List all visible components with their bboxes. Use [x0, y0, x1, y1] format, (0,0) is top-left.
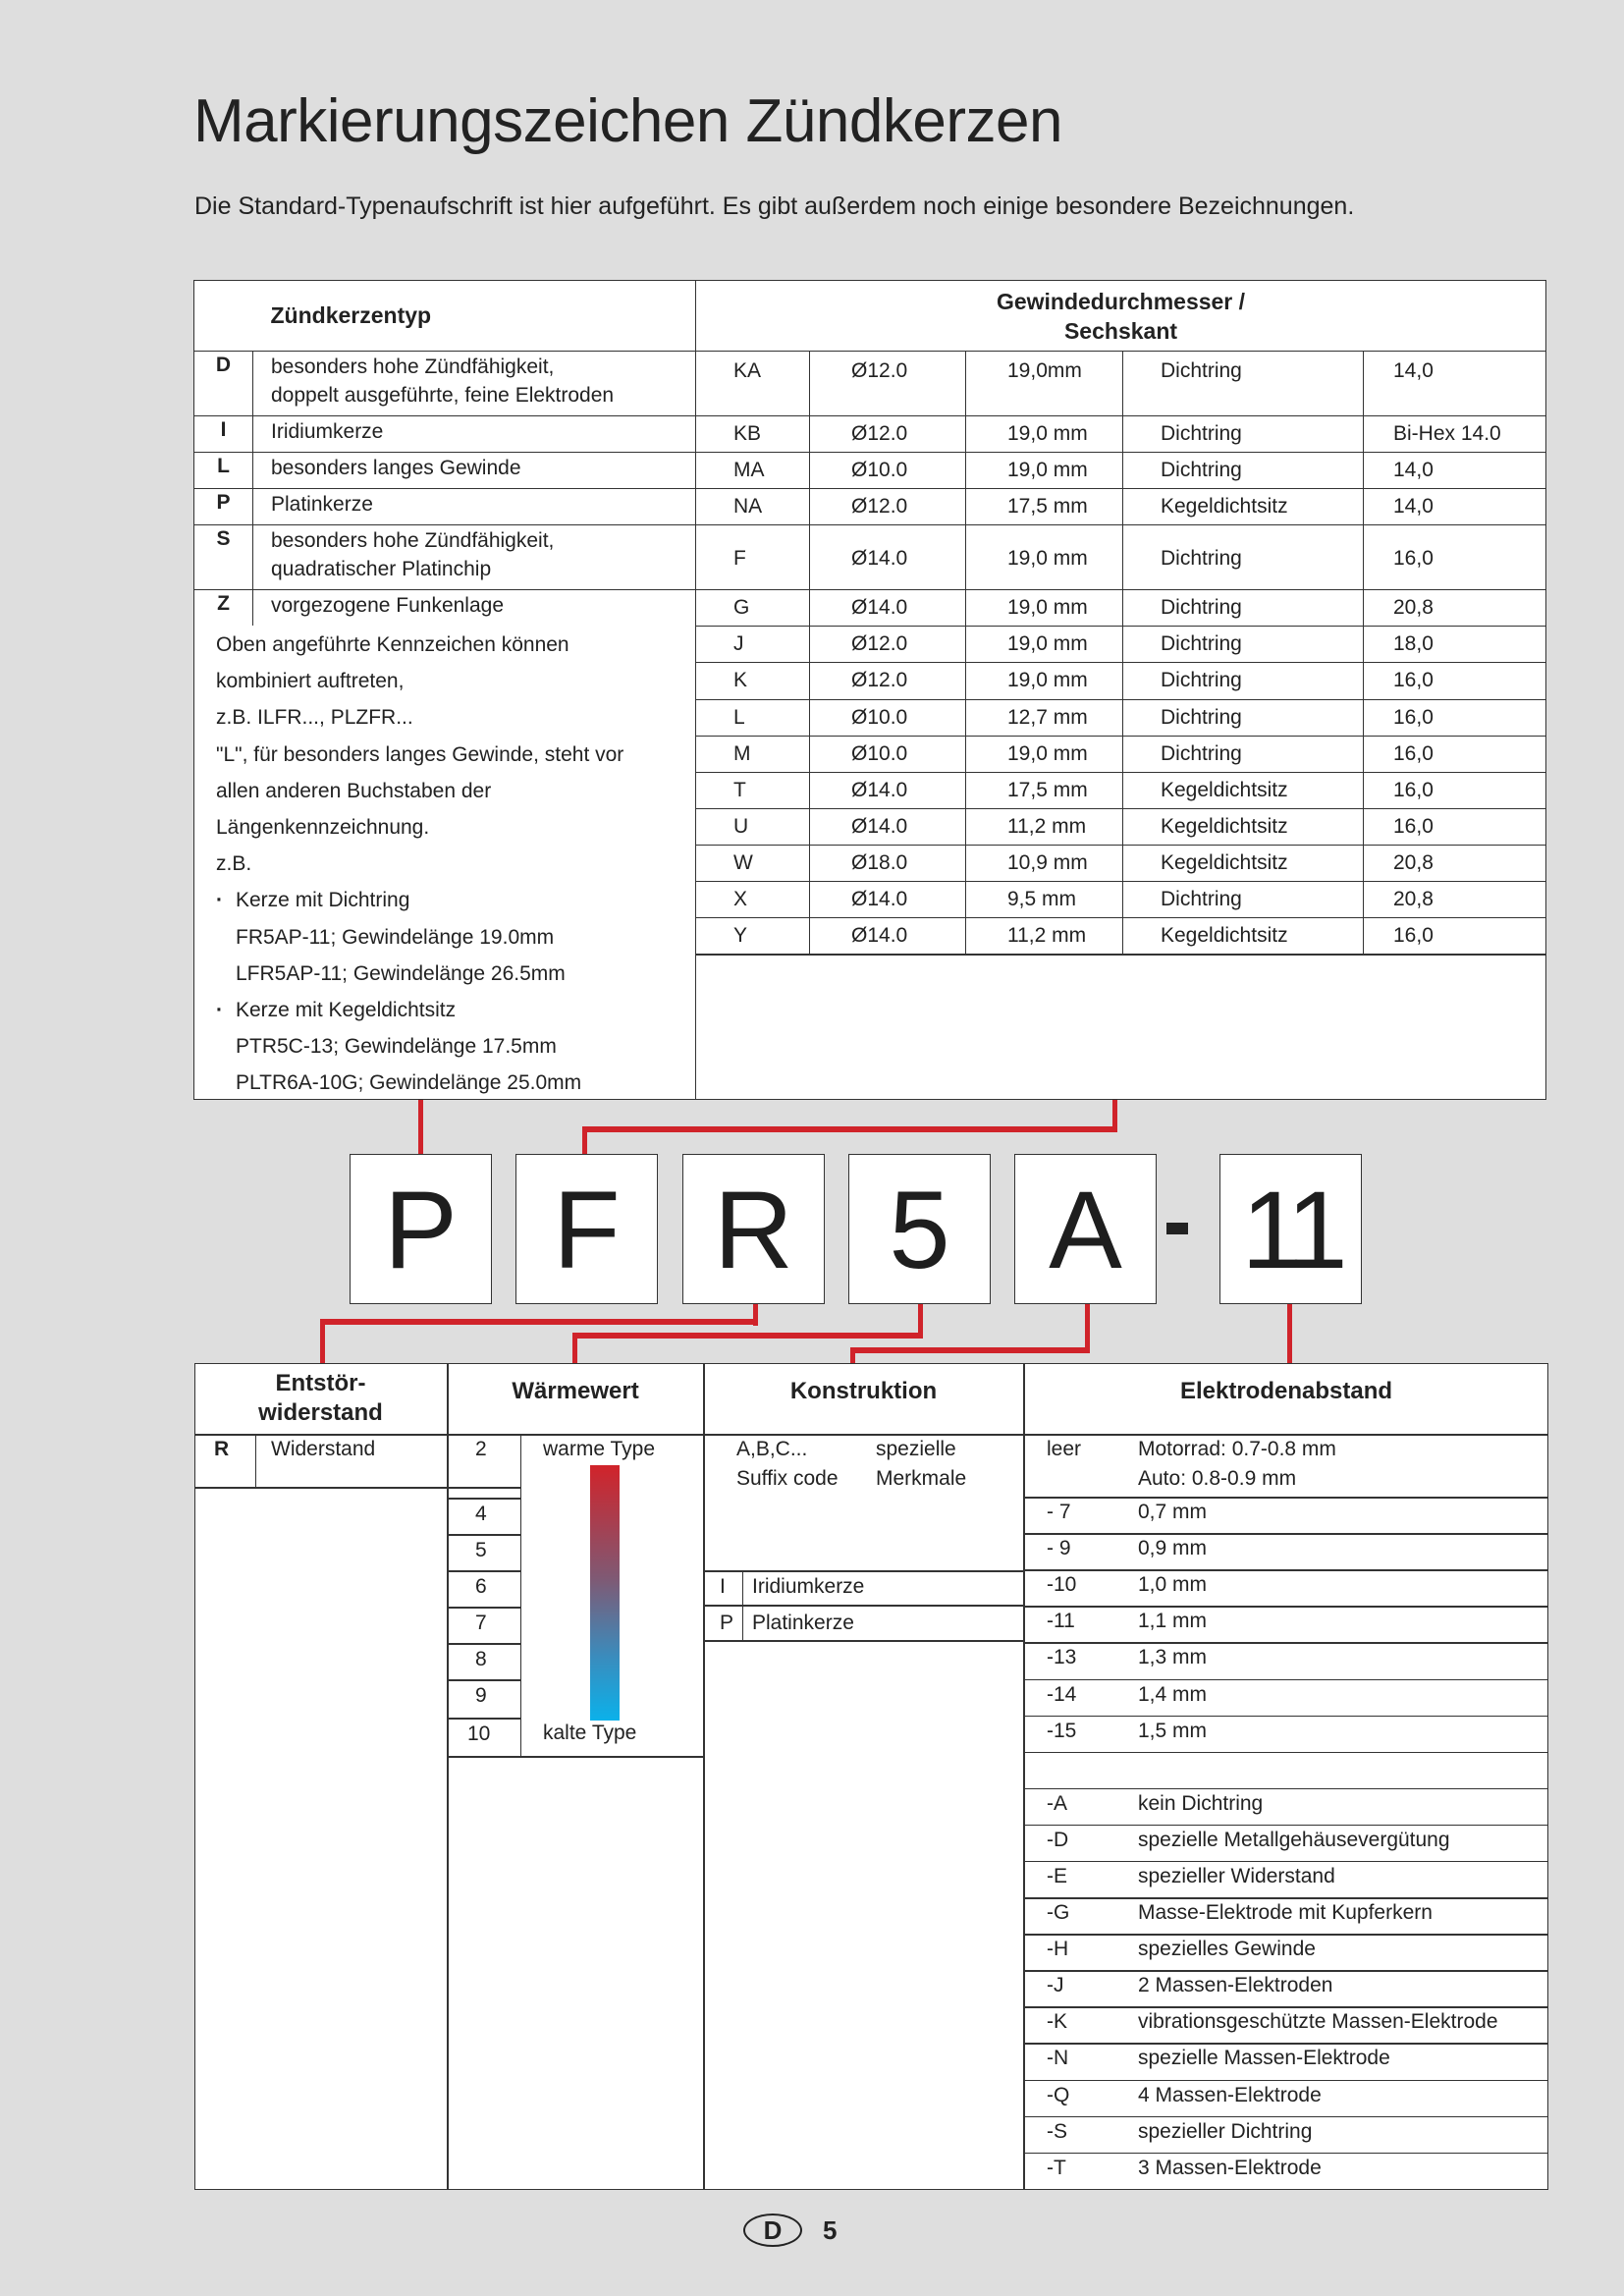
connector-line	[1085, 1304, 1090, 1353]
thread-diameter: Ø14.0	[810, 918, 966, 955]
seal-type: Kegeldichtsitz	[1123, 772, 1364, 808]
connector-line	[1287, 1304, 1292, 1364]
gap-code: -15	[1047, 1719, 1077, 1742]
cold-type-label: kalte Type	[543, 1722, 637, 1744]
thread-code: K	[696, 663, 810, 699]
heat-range-value: 2	[475, 1438, 487, 1460]
divider	[194, 1434, 1548, 1436]
thread-length: 19,0 mm	[966, 453, 1123, 489]
gap-code: -K	[1047, 2010, 1067, 2034]
type-code: P	[194, 489, 253, 525]
construction-label: Iridiumkerze	[752, 1575, 865, 1598]
connector-line	[320, 1319, 758, 1325]
divider	[1023, 1716, 1548, 1718]
construction-label: Platinkerze	[752, 1612, 854, 1634]
gap-value: 3 Massen-Elektrode	[1138, 2156, 1322, 2179]
seal-type: Kegeldichtsitz	[1123, 489, 1364, 525]
gap-value: 1,0 mm	[1138, 1573, 1208, 1597]
thread-row	[696, 416, 1546, 453]
thread-code: KB	[696, 416, 810, 453]
hex-size: 16,0	[1364, 772, 1546, 808]
gap-value: vibrationsgeschützte Massen-Elektrode	[1138, 2010, 1498, 2034]
divider	[520, 1434, 521, 1756]
gap-code: -14	[1047, 1682, 1077, 1706]
type-notes	[193, 626, 696, 1100]
suffix-features: Merkmale	[876, 1467, 967, 1490]
thread-length: 19,0 mm	[966, 663, 1123, 699]
page-number: 5	[823, 2215, 838, 2245]
connector-line	[572, 1333, 577, 1364]
hex-size: 16,0	[1364, 736, 1546, 772]
gap-code: -N	[1047, 2047, 1069, 2070]
gap-value: 1,5 mm	[1138, 1719, 1208, 1742]
resistor-code: R	[214, 1438, 230, 1460]
gap-code: -A	[1047, 1791, 1067, 1815]
suffix-code: A,B,C...	[736, 1438, 808, 1460]
thread-length: 19,0 mm	[966, 590, 1123, 627]
gap-value: 1,1 mm	[1138, 1610, 1208, 1633]
type-description-line: Iridiumkerze	[271, 420, 384, 443]
note-line: z.B. ILFR..., PLZFR...	[216, 706, 413, 730]
page-title: Markierungszeichen Zündkerzen	[193, 87, 1062, 155]
divider	[1023, 1606, 1548, 1608]
heat-range-value: 7	[475, 1612, 487, 1634]
divider	[448, 1643, 521, 1645]
thread-code: Y	[696, 918, 810, 955]
thread-diameter: Ø12.0	[810, 489, 966, 525]
type-description-line: Platinkerze	[271, 493, 373, 516]
type-row	[194, 352, 696, 416]
suffix-special: spezielle	[876, 1438, 956, 1460]
divider	[703, 1640, 1024, 1642]
divider	[1023, 1752, 1548, 1754]
thread-code: M	[696, 736, 810, 772]
gap-code: -S	[1047, 2119, 1067, 2143]
thread-code: J	[696, 627, 810, 663]
type-description-line: besonders hohe Zündfähigkeit,	[271, 529, 555, 552]
seal-type: Dichtring	[1123, 416, 1364, 453]
thread-row	[696, 453, 1546, 489]
divider	[1023, 1825, 1548, 1827]
note-line: LFR5AP-11; Gewindelänge 26.5mm	[236, 961, 566, 985]
header-spacer	[194, 281, 253, 352]
construction-code: P	[720, 1612, 734, 1634]
seal-type: Dichtring	[1123, 663, 1364, 699]
divider	[1023, 1861, 1548, 1863]
code-separator-dash	[1166, 1223, 1188, 1234]
thread-length: 9,5 mm	[966, 882, 1123, 918]
divider	[448, 1607, 521, 1609]
thread-row	[696, 627, 1546, 663]
code-char-box: 5	[848, 1154, 991, 1304]
thread-row	[696, 489, 1546, 525]
hex-size: 14,0	[1364, 453, 1546, 489]
gap-code: -T	[1047, 2156, 1066, 2179]
thread-row	[696, 352, 1546, 416]
type-description	[253, 352, 696, 416]
hex-size: Bi-Hex 14.0	[1364, 416, 1546, 453]
gap-value: Motorrad: 0.7-0.8 mm	[1138, 1438, 1336, 1460]
seal-type: Dichtring	[1123, 525, 1364, 590]
divider	[1023, 2153, 1548, 2155]
thread-length: 11,2 mm	[966, 918, 1123, 955]
type-row	[194, 416, 696, 453]
thread-row	[696, 525, 1546, 590]
type-description-line: doppelt ausgeführte, feine Elektroden	[271, 384, 615, 407]
hex-size: 16,0	[1364, 808, 1546, 845]
construction-header: Konstruktion	[789, 1378, 938, 1404]
gap-code: -11	[1047, 1610, 1075, 1633]
note-bullet: · Kerze mit Dichtring	[216, 885, 695, 921]
heat-range-gradient-bar	[590, 1465, 620, 1721]
divider	[255, 1434, 256, 1488]
code-char-box: P	[350, 1154, 492, 1304]
thread-diameter: Ø12.0	[810, 352, 966, 416]
hex-size: 16,0	[1364, 663, 1546, 699]
gap-code: -D	[1047, 1828, 1069, 1851]
resistor-header	[194, 1369, 447, 1428]
thread-length: 19,0mm	[966, 352, 1123, 416]
type-description-line: quadratischer Platinchip	[271, 558, 492, 580]
type-table-header: Zündkerzentyp	[253, 281, 696, 352]
divider	[448, 1498, 521, 1500]
hex-size: 14,0	[1364, 489, 1546, 525]
connector-line	[418, 1100, 423, 1156]
thread-length: 19,0 mm	[966, 525, 1123, 590]
thread-code: L	[696, 699, 810, 736]
gap-code: - 7	[1047, 1501, 1071, 1523]
heat-range-value: 6	[475, 1575, 487, 1598]
gap-value: 0,7 mm	[1138, 1501, 1208, 1523]
note-line: Längenkennzeichnung.	[216, 815, 430, 839]
thread-row	[696, 845, 1546, 881]
divider	[1023, 2043, 1548, 2045]
gap-value: 2 Massen-Elektroden	[1138, 1974, 1333, 1997]
code-char-box: A	[1014, 1154, 1157, 1304]
gap-value: spezielle Massen-Elektrode	[1138, 2047, 1390, 2070]
type-description-line: besonders langes Gewinde	[271, 457, 521, 479]
hex-size: 16,0	[1364, 525, 1546, 590]
note-line: Oben angeführte Kennzeichen können	[216, 633, 569, 656]
thread-code: T	[696, 772, 810, 808]
note-line: kombiniert auftreten,	[216, 670, 405, 693]
gap-value: 4 Massen-Elektrode	[1138, 2083, 1322, 2106]
type-description	[253, 416, 696, 453]
connector-line	[850, 1347, 855, 1364]
thread-row	[696, 918, 1546, 955]
thread-diameter: Ø12.0	[810, 663, 966, 699]
thread-code: U	[696, 808, 810, 845]
gap-value: Auto: 0.8-0.9 mm	[1138, 1467, 1297, 1490]
note-line: allen anderen Buchstaben der	[216, 779, 492, 802]
type-row	[194, 590, 696, 627]
type-code: S	[194, 525, 253, 590]
seal-type: Kegeldichtsitz	[1123, 808, 1364, 845]
thread-diameter: Ø14.0	[810, 882, 966, 918]
thread-code: W	[696, 845, 810, 881]
code-char-box: R	[682, 1154, 825, 1304]
divider	[1023, 1679, 1548, 1681]
connector-line	[850, 1347, 1090, 1353]
page-subtitle: Die Standard-Typenaufschrift ist hier aufgeführt. Es gibt außerdem noch einige besondere Bezeichnungen.	[194, 192, 1355, 220]
thread-diameter: Ø14.0	[810, 590, 966, 627]
seal-type: Dichtring	[1123, 352, 1364, 416]
note-line: z.B.	[216, 852, 252, 876]
connector-line	[572, 1333, 923, 1339]
suffix-code-label: Suffix code	[736, 1467, 839, 1490]
thread-header-line1: Gewindedurchmesser /	[996, 288, 1246, 314]
divider	[703, 1605, 1024, 1607]
thread-diameter: Ø12.0	[810, 416, 966, 453]
divider	[448, 1679, 521, 1681]
thread-row	[696, 772, 1546, 808]
thread-length: 10,9 mm	[966, 845, 1123, 881]
thread-length: 19,0 mm	[966, 627, 1123, 663]
gap-value: 0,9 mm	[1138, 1537, 1208, 1560]
divider	[1023, 1970, 1548, 1972]
thread-code: KA	[696, 352, 810, 416]
type-description	[253, 525, 696, 590]
divider	[703, 1363, 705, 2190]
divider	[194, 1487, 448, 1489]
thread-length: 17,5 mm	[966, 772, 1123, 808]
hex-size: 16,0	[1364, 918, 1546, 955]
thread-code: X	[696, 882, 810, 918]
seal-type: Dichtring	[1123, 736, 1364, 772]
type-description-line: besonders hohe Zündfähigkeit,	[271, 355, 555, 378]
note-line: FR5AP-11; Gewindelänge 19.0mm	[236, 925, 555, 949]
gap-value: kein Dichtring	[1138, 1791, 1264, 1815]
thread-row	[696, 590, 1546, 627]
thread-diameter-table	[695, 280, 1546, 955]
connector-line	[582, 1126, 1117, 1132]
hex-size: 16,0	[1364, 699, 1546, 736]
thread-length: 12,7 mm	[966, 699, 1123, 736]
gap-code: -H	[1047, 1938, 1069, 1961]
note-line: PLTR6A-10G; Gewindelänge 25.0mm	[236, 1071, 582, 1095]
seal-type: Dichtring	[1123, 882, 1364, 918]
resistor-header-line1: Entstör-	[275, 1370, 366, 1396]
thread-diameter: Ø18.0	[810, 845, 966, 881]
electrode-gap-header: Elektrodenabstand	[1179, 1378, 1393, 1404]
type-code: L	[194, 453, 253, 489]
thread-length: 19,0 mm	[966, 416, 1123, 453]
type-description	[253, 489, 696, 525]
divider	[448, 1570, 521, 1572]
seal-type: Dichtring	[1123, 627, 1364, 663]
gap-code: - 9	[1047, 1537, 1071, 1560]
construction-code: I	[720, 1575, 726, 1598]
gap-code: -13	[1047, 1646, 1077, 1669]
type-description	[253, 590, 696, 627]
thread-diameter: Ø14.0	[810, 525, 966, 590]
divider	[1023, 2006, 1548, 2008]
connector-line	[582, 1126, 587, 1156]
thread-diameter: Ø10.0	[810, 736, 966, 772]
divider	[1023, 1897, 1548, 1899]
type-code: I	[194, 416, 253, 453]
thread-length: 11,2 mm	[966, 808, 1123, 845]
code-char-box: 11	[1219, 1154, 1362, 1304]
thread-length: 17,5 mm	[966, 489, 1123, 525]
thread-table-empty-area	[695, 955, 1546, 1100]
heat-range-value: 9	[475, 1684, 487, 1707]
thread-diameter: Ø14.0	[810, 772, 966, 808]
hex-size: 20,8	[1364, 882, 1546, 918]
thread-header-line2: Sechskant	[1063, 317, 1178, 344]
thread-row	[696, 699, 1546, 736]
type-description-line: vorgezogene Funkenlage	[271, 594, 505, 617]
type-code: Z	[194, 590, 253, 627]
gap-value: spezieller Dichtring	[1138, 2119, 1313, 2143]
heat-range-header: Wärmewert	[512, 1378, 639, 1404]
gap-code: -J	[1047, 1974, 1064, 1997]
resistor-label: Widerstand	[271, 1438, 376, 1460]
thread-code: G	[696, 590, 810, 627]
gap-code: -G	[1047, 1901, 1070, 1924]
divider	[1023, 1642, 1548, 1644]
thread-code: NA	[696, 489, 810, 525]
gap-value: 1,3 mm	[1138, 1646, 1208, 1669]
seal-type: Dichtring	[1123, 699, 1364, 736]
gap-code: -E	[1047, 1864, 1067, 1887]
type-row	[194, 489, 696, 525]
gap-value: spezieller Widerstand	[1138, 1864, 1335, 1887]
thread-length: 19,0 mm	[966, 736, 1123, 772]
divider	[448, 1487, 521, 1489]
gap-value: spezielle Metallgehäusevergütung	[1138, 1828, 1450, 1851]
type-row	[194, 525, 696, 590]
type-row	[194, 453, 696, 489]
divider	[448, 1756, 703, 1758]
divider	[1023, 1934, 1548, 1936]
divider	[1023, 1533, 1548, 1535]
thread-table-header	[696, 281, 1546, 352]
connector-line	[320, 1319, 325, 1364]
note-bullet: · Kerze mit Kegeldichtsitz	[216, 995, 695, 1031]
hex-size: 20,8	[1364, 590, 1546, 627]
divider	[1023, 1497, 1548, 1499]
divider	[1023, 2116, 1548, 2118]
resistor-header-line2: widerstand	[258, 1399, 383, 1426]
gap-value: spezielles Gewinde	[1138, 1938, 1316, 1961]
thread-code: F	[696, 525, 810, 590]
hex-size: 18,0	[1364, 627, 1546, 663]
thread-diameter: Ø10.0	[810, 453, 966, 489]
gap-code: leer	[1047, 1438, 1082, 1460]
thread-row	[696, 882, 1546, 918]
divider	[1023, 1788, 1548, 1790]
note-line: PTR5C-13; Gewindelänge 17.5mm	[236, 1035, 557, 1059]
warm-type-label: warme Type	[543, 1438, 655, 1460]
seal-type: Dichtring	[1123, 590, 1364, 627]
divider	[448, 1534, 521, 1536]
thread-diameter: Ø14.0	[810, 808, 966, 845]
thread-row	[696, 663, 1546, 699]
divider	[1023, 1363, 1025, 2190]
heat-range-value: 4	[475, 1503, 487, 1525]
divider	[703, 1570, 1024, 1572]
thread-row	[696, 808, 1546, 845]
heat-range-value: 10	[467, 1722, 491, 1745]
hex-size: 14,0	[1364, 352, 1546, 416]
gap-code: -Q	[1047, 2083, 1070, 2106]
seal-type: Kegeldichtsitz	[1123, 918, 1364, 955]
seal-type: Kegeldichtsitz	[1123, 845, 1364, 881]
country-badge: D	[743, 2214, 802, 2247]
divider	[1023, 2080, 1548, 2082]
divider	[1023, 1569, 1548, 1571]
gap-code: -10	[1047, 1573, 1077, 1597]
heat-range-value: 5	[475, 1539, 487, 1561]
gap-value: Masse-Elektrode mit Kupferkern	[1138, 1901, 1433, 1924]
thread-diameter: Ø10.0	[810, 699, 966, 736]
seal-type: Dichtring	[1123, 453, 1364, 489]
hex-size: 20,8	[1364, 845, 1546, 881]
divider	[448, 1718, 521, 1720]
divider	[742, 1570, 743, 1640]
thread-row	[696, 736, 1546, 772]
type-description	[253, 453, 696, 489]
gap-value: 1,4 mm	[1138, 1682, 1208, 1706]
type-code: D	[194, 352, 253, 416]
code-char-box: F	[515, 1154, 658, 1304]
spark-plug-type-table	[193, 280, 696, 627]
thread-code: MA	[696, 453, 810, 489]
thread-diameter: Ø12.0	[810, 627, 966, 663]
heat-range-value: 8	[475, 1648, 487, 1670]
note-line: "L", für besonders langes Gewinde, steht vor	[216, 742, 624, 766]
